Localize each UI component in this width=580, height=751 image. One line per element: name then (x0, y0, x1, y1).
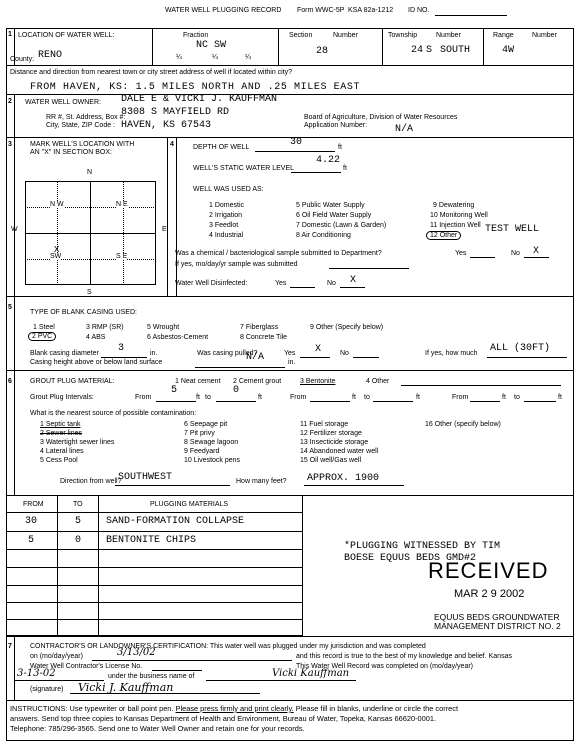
cert-date-label: on (mo/day/year) (30, 653, 83, 660)
casing-pulled-label: Was casing pulled? (197, 350, 258, 357)
source-insecticide[interactable]: 13 Insecticide storage (300, 439, 369, 446)
grout-intervals-label: Grout Plug Intervals: (30, 394, 94, 401)
static-level-label: WELL'S STATIC WATER LEVEL (193, 165, 295, 172)
casing-wrought[interactable]: 5 Wrought (147, 324, 180, 331)
grout-ft-5: ft (502, 394, 506, 401)
casing-other[interactable]: 9 Other (Specify below) (310, 324, 384, 331)
chem-no[interactable]: No (511, 250, 520, 257)
range-number-label: Number (532, 32, 557, 39)
section-2-number: 2 (8, 98, 12, 105)
disinfected-no[interactable]: No (327, 280, 336, 287)
section-3-number: 3 (8, 141, 12, 148)
witness-line-1: *PLUGGING WITNESSED BY TIM (344, 541, 501, 552)
casing-pvc[interactable]: 2 PVC (28, 332, 56, 341)
grout-from-2: From (290, 394, 307, 401)
section-6-number: 6 (8, 378, 12, 385)
range-value[interactable]: 4W (502, 45, 515, 56)
quarter-1: ¼ (176, 54, 182, 61)
casing-concrete[interactable]: 8 Concrete Tile (240, 334, 288, 341)
location-label: LOCATION OF WATER WELL: (18, 32, 115, 39)
row-1-from[interactable]: 30 (25, 516, 38, 527)
depth-value[interactable]: 30 (290, 137, 303, 148)
instructions-line-3: Telephone: 785/296-3565. Send one to Water Well Owner and retain one for your records. (10, 724, 305, 733)
casing-diameter-label: Blank casing diameter (30, 350, 99, 357)
compass-north: N (87, 169, 93, 176)
grout-ft-1: ft (196, 394, 200, 401)
use-dewatering[interactable]: 9 Dewatering (433, 202, 475, 209)
grout-bentonite[interactable]: 3 Bentonite (300, 378, 336, 385)
source-fertilizer[interactable]: 12 Fertilizer storage (300, 430, 362, 437)
instructions-1a: INSTRUCTIONS: Use typewriter or ball point pen. (10, 704, 174, 713)
casing-fiberglass[interactable]: 7 Fiberglass (240, 324, 279, 331)
business-name-label: under the business name of (108, 673, 195, 680)
use-oil-field[interactable]: 6 Oil Field Water Supply (296, 212, 372, 219)
received-stamp: RECEIVED (428, 558, 549, 583)
completed-label: This Water Well Record was completed on (mo/day/year) (296, 663, 474, 670)
well-location-mark: X (54, 245, 60, 255)
casing-height-label: Casing height above or below land surface (30, 359, 163, 366)
casing-title: TYPE OF BLANK CASING USED: (30, 309, 137, 316)
grout-ft-3: ft (352, 394, 356, 401)
owner-value[interactable]: DALE E & VICKI J. KAUFFMAN (121, 94, 278, 105)
township-s-mark: S (426, 45, 433, 56)
grout-from-value[interactable]: 5 (171, 385, 178, 396)
use-feedlot[interactable]: 3 Feedlot (209, 222, 239, 229)
casing-diameter-value[interactable]: 3 (118, 343, 125, 354)
casing-rmp[interactable]: 3 RMP (SR) (86, 324, 124, 331)
city-label: City, State, ZIP Code : (46, 122, 115, 129)
signature-label: (signature) (30, 686, 64, 693)
witness-line-2: BOESE EQUUS BEDS GMD#2 (344, 553, 477, 564)
chem-no-mark: X (533, 246, 540, 257)
grout-from-1: From (135, 394, 152, 401)
range-label: Range (493, 32, 514, 39)
fraction-value[interactable]: NC SW (196, 40, 227, 51)
disinfected-yes[interactable]: Yes (275, 280, 287, 287)
row-2-material[interactable]: BENTONITE CHIPS (106, 535, 197, 546)
gmd-line-1: EQUUS BEDS GROUNDWATER (434, 612, 560, 622)
source-sewer-lines[interactable]: 2 Sewer lines (40, 430, 83, 437)
used-as-label: WELL WAS USED AS: (193, 186, 264, 193)
static-level-value[interactable]: 4.22 (316, 155, 341, 166)
owner-label: WATER WELL OWNER: (25, 99, 101, 106)
address-value[interactable]: 8308 S MAYFIELD RD (121, 107, 230, 118)
quarter-3: ¼ (245, 54, 251, 61)
sample-date-question: If yes, mo/day/yr sample was submitted (175, 261, 298, 268)
source-seepage-pit[interactable]: 6 Seepage pit (184, 421, 228, 428)
source-watertight[interactable]: 3 Watertight sewer lines (40, 439, 115, 446)
quadrant-sw: SW (50, 253, 62, 260)
grout-ft-6: ft (558, 394, 562, 401)
disinfected-no-mark: X (350, 275, 357, 286)
city-value[interactable]: HAVEN, KS 67543 (121, 120, 212, 131)
grout-to-value[interactable]: 0 (233, 385, 240, 396)
direction-label: Direction from well? (60, 478, 122, 485)
compass-west: W (11, 226, 18, 233)
quadrant-se: S E (116, 253, 128, 260)
compass-south: S (87, 289, 92, 296)
application-label: Application Number: (304, 122, 368, 129)
section-number-label: Number (333, 32, 358, 39)
grout-title: GROUT PLUG MATERIAL: (30, 378, 115, 385)
grout-ft-2: ft (258, 394, 262, 401)
casing-steel[interactable]: 1 Steel (33, 324, 55, 331)
address-label: RR #, St. Address, Box #: (46, 114, 126, 121)
distance-label: Distance and direction from nearest town or city street address of well if located within city? (10, 69, 293, 76)
application-value[interactable]: N/A (395, 124, 414, 135)
township-label: Township (388, 32, 418, 39)
section-value[interactable]: 28 (316, 46, 329, 57)
section-4-number: 4 (170, 141, 174, 148)
grout-other[interactable]: 4 Other (366, 378, 390, 385)
casing-abs[interactable]: 4 ABS (86, 334, 106, 341)
id-label: ID NO. (408, 7, 430, 14)
mark-location-title-1: MARK WELL'S LOCATION WITH (30, 141, 135, 148)
source-other[interactable]: 16 Other (specify below) (425, 421, 501, 428)
received-date: MAR 2 9 2002 (454, 588, 525, 600)
use-other[interactable]: 12 Other (426, 231, 461, 240)
township-number-label: Number (436, 32, 461, 39)
cert-line-1: CONTRACTOR'S OR LANDOWNER'S CERTIFICATION: This water well was plugged under my jurisdiction and was completed (30, 643, 426, 650)
board-text: Board of Agriculture, Division of Water Resources (304, 114, 458, 121)
use-domestic[interactable]: 1 Domestic (209, 202, 245, 209)
form-number: Form WWC-5P (297, 7, 345, 14)
grout-ft-4: ft (416, 394, 420, 401)
casing-height-value[interactable]: N/A (246, 352, 265, 363)
feet-value[interactable]: APPROX. 1900 (307, 473, 380, 484)
casing-pulled-yes[interactable]: Yes (284, 350, 296, 357)
source-septic-tank[interactable]: 1 Septic tank (40, 421, 81, 428)
row-1-material[interactable]: SAND-FORMATION COLLAPSE (106, 516, 245, 527)
section-5-number: 5 (8, 304, 12, 311)
contamination-question: What is the nearest source of possible contamination: (30, 410, 197, 417)
ksa-reference: KSA 82a-1212 (348, 7, 394, 14)
compass-east: E (162, 226, 167, 233)
grout-to-2: to (364, 394, 370, 401)
col-to-header: TO (73, 501, 83, 508)
county-label: County: (10, 56, 35, 63)
section-1-number: 1 (8, 31, 12, 38)
fraction-label: Fraction (183, 32, 209, 39)
casing-diameter-unit: in. (150, 350, 158, 357)
signature[interactable]: Vicki J. Kauffman (78, 681, 174, 694)
completed-date[interactable]: 3-13-02 (17, 668, 56, 679)
disinfected-label: Water Well Disinfected: (175, 280, 248, 287)
gmd-line-2: MANAGEMENT DISTRICT NO. 2 (434, 621, 561, 631)
row-2-from[interactable]: 5 (28, 535, 35, 546)
use-injection[interactable]: 11 Injection Well (430, 222, 481, 229)
source-abandoned[interactable]: 14 Abandoned water well (300, 448, 379, 455)
township-value[interactable]: 24 (411, 45, 424, 56)
direction-value[interactable]: SOUTHWEST (118, 472, 173, 483)
casing-pulled-mark: X (315, 344, 322, 355)
row-2-to[interactable]: 0 (75, 535, 82, 546)
grout-cement-grout[interactable]: 2 Cement grout (233, 378, 282, 385)
distance-value[interactable]: FROM HAVEN, KS: 1.5 MILES NORTH AND .25 MILES EAST (30, 82, 361, 93)
township-direction: SOUTH (440, 45, 471, 56)
license-label: Water Well Contractor's License No. (30, 663, 143, 670)
source-lateral[interactable]: 4 Lateral lines (40, 448, 84, 455)
section-label: Section (289, 32, 313, 39)
casing-pulled-no[interactable]: No (340, 350, 349, 357)
depth-label: DEPTH OF WELL (193, 144, 250, 151)
source-oil-gas[interactable]: 15 Oil well/Gas well (300, 457, 362, 464)
use-public-supply[interactable]: 5 Public Water Supply (296, 202, 365, 209)
how-much-label: If yes, how much (425, 350, 478, 357)
grout-from-3: From (452, 394, 469, 401)
instructions-line-2: answers. Send top three copies to Kansas Department of Health and Environment, Bureau of Water, Topeka, Kansas 66620-0001. (10, 714, 437, 723)
source-fuel[interactable]: 11 Fuel storage (300, 421, 349, 428)
use-industrial[interactable]: 4 Industrial (209, 232, 244, 239)
mark-location-title-2: AN "X" IN SECTION BOX: (30, 149, 112, 156)
source-pit-privy[interactable]: 7 Pit privy (184, 430, 215, 437)
grout-to-3: to (514, 394, 520, 401)
use-other-value[interactable]: TEST WELL (485, 224, 540, 235)
grout-to-1: to (205, 394, 211, 401)
col-from-header: FROM (23, 501, 44, 508)
instructions-1b: Please press firmly and print clearly. (175, 704, 294, 713)
feet-label: How many feet? (236, 478, 287, 485)
static-ft: ft (343, 165, 347, 172)
source-lagoon[interactable]: 8 Sewage lagoon (184, 439, 239, 446)
source-livestock[interactable]: 10 Livestock pens (184, 457, 241, 464)
use-lawn-garden[interactable]: 7 Domestic (Lawn & Garden) (296, 222, 387, 229)
col-materials-header: PLUGGING MATERIALS (150, 501, 229, 508)
source-feedyard[interactable]: 9 Feedyard (184, 448, 220, 455)
row-1-to[interactable]: 5 (75, 516, 82, 527)
section-7-number: 7 (8, 643, 12, 650)
cert-date-value[interactable]: 3/13/02 (117, 647, 156, 658)
source-cesspool[interactable]: 5 Cess Pool (40, 457, 78, 464)
grout-neat-cement[interactable]: 1 Neat cement (175, 378, 221, 385)
instructions-line-1 (10, 704, 458, 713)
business-name-signature[interactable]: Vicki Kauffman (272, 668, 350, 679)
chem-yes[interactable]: Yes (455, 250, 467, 257)
use-air-conditioning[interactable]: 8 Air Conditioning (296, 232, 351, 239)
instructions-1c: Please fill in blanks, underline or circle the correct (295, 704, 459, 713)
chem-sample-question: Was a chemical / bacteriological sample submitted to Department? (175, 250, 382, 257)
how-much-value[interactable]: ALL (30FT) (490, 343, 551, 354)
use-monitoring[interactable]: 10 Monitoring Well (430, 212, 488, 219)
quadrant-ne: N E (116, 201, 128, 208)
casing-height-unit: in. (288, 359, 296, 366)
county-value[interactable]: RENO (38, 50, 63, 61)
depth-ft: ft (338, 144, 342, 151)
cert-line-2: and this record is true to the best of my knowledge and belief. Kansas (296, 653, 512, 660)
use-irrigation[interactable]: 2 Irrigation (209, 212, 243, 219)
casing-asbestos[interactable]: 6 Asbestos-Cement (147, 334, 209, 341)
form-title: WATER WELL PLUGGING RECORD (165, 7, 282, 14)
quadrant-nw: N W (50, 201, 64, 208)
quarter-2: ¼ (212, 54, 218, 61)
